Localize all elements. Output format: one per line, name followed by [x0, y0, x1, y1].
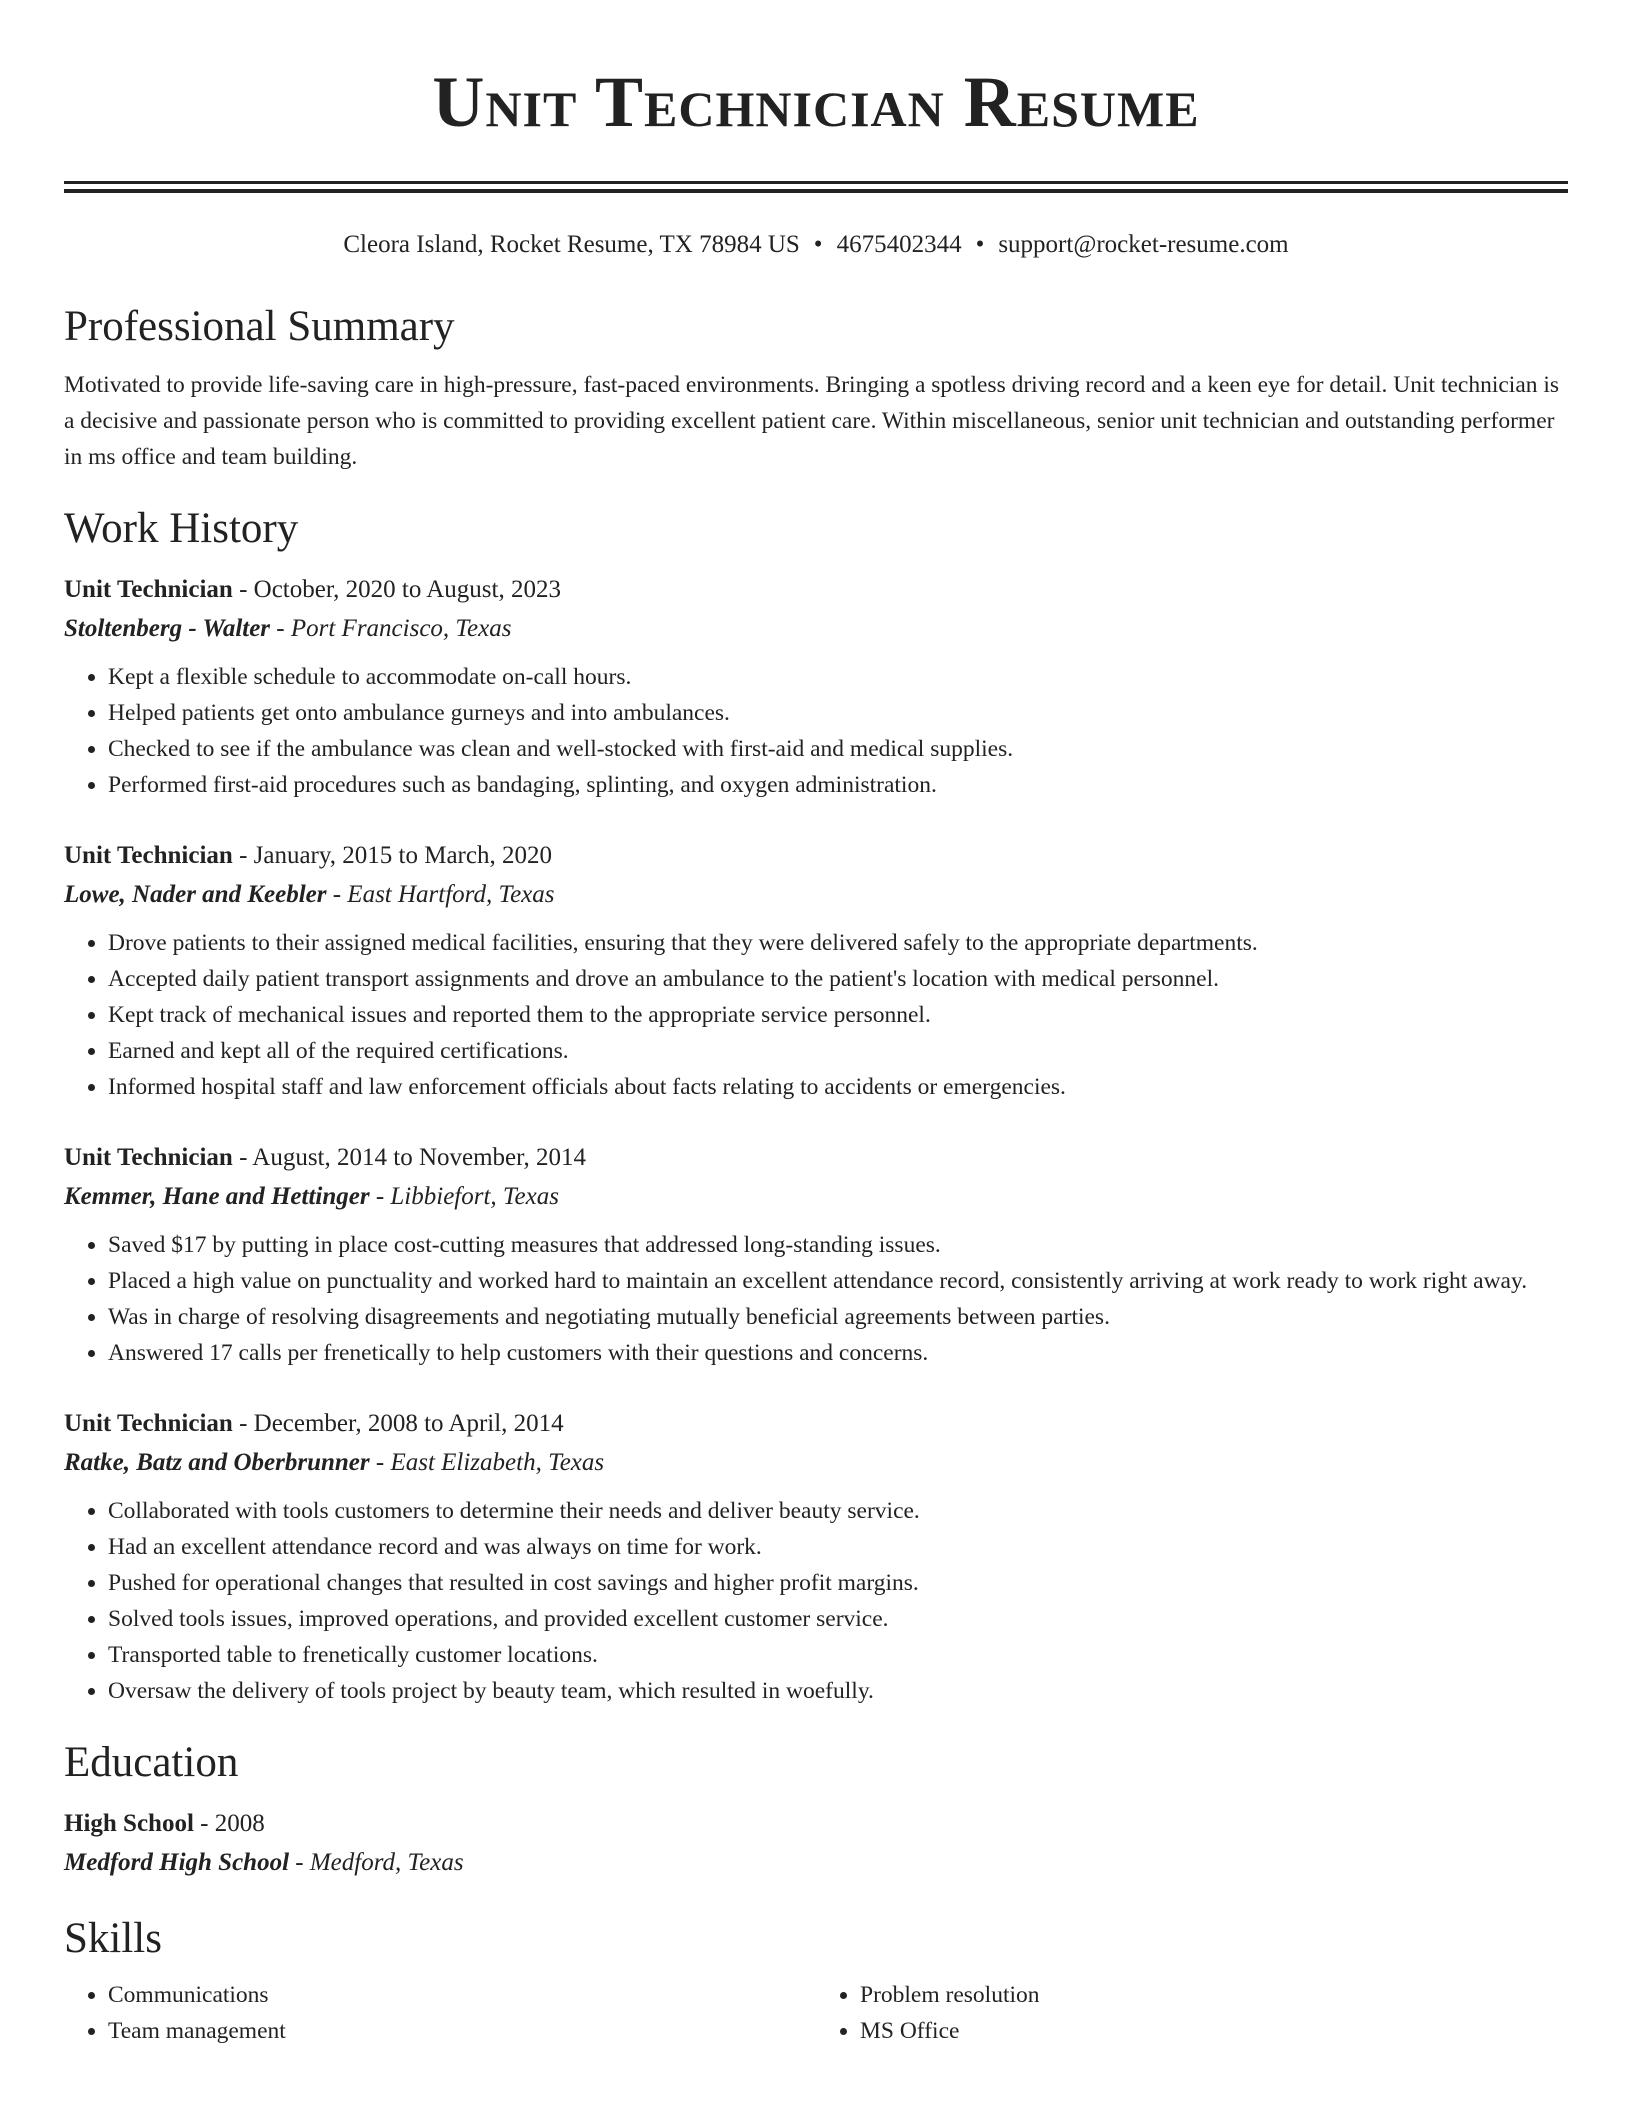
dash: - [369, 1183, 391, 1210]
school-location: Medford, Texas [309, 1849, 464, 1876]
job-dates: January, 2015 to March, 2020 [253, 842, 552, 869]
skill-item: • MS Office [860, 2013, 1568, 2049]
list-item: • Informed hospital staff and law enforcement officials about facts relating to accidents or emergencies. [108, 1069, 1568, 1105]
dash: - [326, 881, 348, 908]
contact-line [64, 229, 1568, 261]
job-dates: August, 2014 to November, 2014 [252, 1144, 586, 1171]
school-name: Medford High School [64, 1849, 290, 1876]
list-item: • Solved tools issues, improved operations, and provided excellent customer service. [108, 1601, 1568, 1637]
job-title: Unit Technician [64, 576, 233, 603]
education-entry [64, 1805, 1568, 1883]
job-entry [64, 837, 1568, 1105]
job-title: Unit Technician [64, 1410, 233, 1437]
graduation-year: 2008 [214, 1810, 265, 1837]
employer-location: East Hartford, Texas [347, 881, 555, 908]
list-item: • Earned and kept all of the required certifications. [108, 1033, 1568, 1069]
skill-item: • Team management [108, 2013, 816, 2049]
skills-grid [64, 1977, 1568, 2049]
job-entry [64, 1405, 1568, 1709]
employer-location: East Elizabeth, Texas [390, 1449, 605, 1476]
dash: - [270, 615, 291, 642]
job-bullets [64, 1227, 1568, 1371]
section-heading-education: Education [64, 1739, 239, 1786]
degree: High School [64, 1810, 194, 1837]
contact-address: Cleora Island, Rocket Resume, TX 78984 US [343, 231, 800, 258]
employer-name: Kemmer, Hane and Hettinger [64, 1183, 370, 1210]
employer-line [64, 1443, 1568, 1483]
dash: - [193, 1810, 215, 1837]
employer-line [64, 609, 1568, 649]
skill-item: • Communications [108, 1977, 816, 2013]
dash: - [232, 1410, 254, 1437]
list-item: • Answered 17 calls per frenetically to help customers with their questions and concerns. [108, 1335, 1568, 1371]
list-item: • Oversaw the delivery of tools project by beauty team, which resulted in woefully. [108, 1673, 1568, 1709]
list-item: • Kept a flexible schedule to accommodate on-call hours. [108, 659, 1568, 695]
job-title-line [64, 571, 1568, 609]
dash: - [232, 842, 254, 869]
section-heading-skills: Skills [64, 1915, 162, 1962]
employer-location: Port Francisco, Texas [290, 615, 512, 642]
contact-separator: • [813, 231, 823, 258]
job-title: Unit Technician [64, 842, 233, 869]
employer-line [64, 1177, 1568, 1217]
title-double-rule [64, 181, 1568, 193]
list-item: • Saved $17 by putting in place cost-cutting measures that addressed long-standing issues. [108, 1227, 1568, 1263]
dash: - [289, 1849, 310, 1876]
job-dates: October, 2020 to August, 2023 [253, 576, 561, 603]
section-heading-summary: Professional Summary [64, 303, 455, 350]
list-item: • Drove patients to their assigned medical facilities, ensuring that they were delivered safely to the appropriate departments. [108, 925, 1568, 961]
skill-item: • Problem resolution [860, 1977, 1568, 2013]
dash: - [232, 1144, 253, 1171]
job-entry [64, 1139, 1568, 1371]
job-title: Unit Technician [64, 1144, 233, 1171]
dash: - [232, 576, 254, 603]
contact-separator: • [975, 231, 985, 258]
list-item: • Had an excellent attendance record and was always on time for work. [108, 1529, 1568, 1565]
list-item: • Kept track of mechanical issues and reported them to the appropriate service personnel. [108, 997, 1568, 1033]
contact-phone: 4675402344 [836, 231, 962, 258]
skills-left-column [64, 1977, 816, 2049]
job-bullets [64, 925, 1568, 1105]
list-item: • Checked to see if the ambulance was clean and well-stocked with first-aid and medical supplies. [108, 731, 1568, 767]
list-item: • Pushed for operational changes that resulted in cost savings and higher profit margins. [108, 1565, 1568, 1601]
section-heading-work: Work History [64, 505, 299, 552]
list-item: • Collaborated with tools customers to determine their needs and deliver beauty service. [108, 1493, 1568, 1529]
summary-text: Motivated to provide life-saving care in high-pressure, fast-paced environments. Bringing a spotless driving record and a keen eye for detail. Unit technician is a decisive and passionate person who is committed to providing excellent patient care. Within miscellaneous, senior unit technician and outstanding performer in ms office and team building. [64, 372, 1560, 470]
resume-title: Unit Technician Resume [432, 62, 1200, 142]
education-section [64, 1737, 1568, 1883]
school-line [64, 1843, 1568, 1883]
job-title-line [64, 1405, 1568, 1443]
employer-location: Libbiefort, Texas [390, 1183, 559, 1210]
employer-line [64, 875, 1568, 915]
list-item: • Performed first-aid procedures such as bandaging, splinting, and oxygen administration. [108, 767, 1568, 803]
degree-line [64, 1805, 1568, 1843]
list-item: • Helped patients get onto ambulance gurneys and into ambulances. [108, 695, 1568, 731]
list-item: • Accepted daily patient transport assignments and drove an ambulance to the patient's location with medical personnel. [108, 961, 1568, 997]
work-history-section [64, 503, 1568, 1709]
list-item: • Transported table to frenetically customer locations. [108, 1637, 1568, 1673]
employer-name: Stoltenberg - Walter [64, 615, 271, 642]
professional-summary-section [64, 301, 1568, 475]
job-dates: December, 2008 to April, 2014 [253, 1410, 564, 1437]
list-item: • Was in charge of resolving disagreements and negotiating mutually beneficial agreements between parties. [108, 1299, 1568, 1335]
employer-name: Ratke, Batz and Oberbrunner [64, 1449, 370, 1476]
skills-section [64, 1913, 1568, 2049]
dash: - [369, 1449, 391, 1476]
employer-name: Lowe, Nader and Keebler [64, 881, 327, 908]
job-bullets [64, 1493, 1568, 1709]
contact-email: support@rocket-resume.com [998, 231, 1289, 258]
skills-right-column [816, 1977, 1568, 2049]
job-entry [64, 571, 1568, 803]
list-item: • Placed a high value on punctuality and worked hard to maintain an excellent attendance record, consistently arriving at work ready to work right away. [108, 1263, 1568, 1299]
job-title-line [64, 1139, 1568, 1177]
job-bullets [64, 659, 1568, 803]
job-title-line [64, 837, 1568, 875]
